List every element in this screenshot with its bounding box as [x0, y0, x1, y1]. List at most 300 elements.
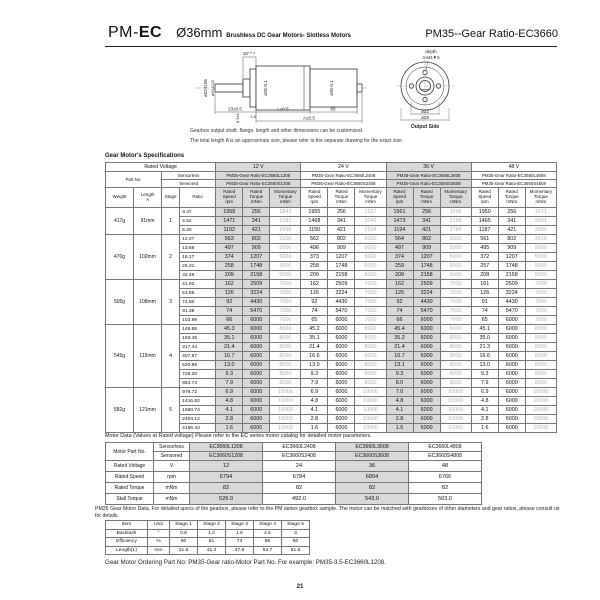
rated-torque-cell: 256	[498, 208, 525, 217]
rated-speed-cell: 126	[471, 289, 498, 298]
rated-speed-cell: 16.7	[216, 352, 243, 361]
dim-fv22: ø22	[421, 108, 429, 114]
technical-drawing	[95, 48, 515, 130]
rated-torque-cell: 6000	[498, 325, 525, 334]
rated-speed-cell: 126	[216, 289, 243, 298]
dim-18: 18⁺⁰·⁵	[242, 51, 256, 56]
rated-speed-cell: 4.8	[216, 397, 243, 406]
rated-torque-cell: 6000	[328, 406, 355, 415]
dim-fv28: ø28	[421, 114, 429, 120]
momentary-torque-cell: 2258	[440, 217, 471, 226]
momentary-torque-cell: 7000	[525, 316, 556, 325]
rated-speed-cell: 35.0	[471, 334, 498, 343]
ratio-cell: 2404.12	[180, 415, 216, 424]
stage-value-cell: 66	[254, 538, 282, 547]
table-row	[106, 494, 482, 505]
rated-torque-cell: 6000	[243, 316, 270, 325]
rated-torque-cell: 6000	[328, 352, 355, 361]
sensored-part-no: PM35-Gear Ratio-EC3660S1208	[216, 180, 301, 188]
drawing-note-2: The total length A is an approximate size, please refer to the separate drawing for the exact size.	[190, 138, 404, 144]
diameter-label: Ø36mm	[176, 25, 223, 40]
motor-value-cell: 82	[409, 483, 482, 494]
momentary-torque-cell: 8000	[440, 352, 471, 361]
momentary-torque-cell: 7000	[440, 289, 471, 298]
momentary-torque-cell: 4918	[525, 235, 556, 244]
momentary-torque-cell: 8000	[270, 343, 301, 352]
momentary-torque-cell: 1643	[270, 208, 301, 217]
stage-item-label: Length(L)	[106, 546, 148, 555]
stage-table-header: Stage 2	[198, 521, 226, 530]
rated-torque-cell: 421	[328, 226, 355, 235]
table-row	[106, 472, 482, 483]
momentary-torque-cell: 7000	[440, 298, 471, 307]
dim-60: 60	[330, 106, 336, 112]
rated-speed-cell: 35.1	[216, 334, 243, 343]
momentary-torque-cell: 8000	[525, 352, 556, 361]
momentary-torque-cell: 10000	[440, 415, 471, 424]
momentary-torque-cell: 8000	[270, 361, 301, 370]
momentary-torque-cell: 5000	[270, 235, 301, 244]
stage-value-cell: 81	[198, 538, 226, 547]
holes-label: 4-M4▼5	[422, 55, 440, 60]
momentary-torque-cell: 10000	[355, 415, 386, 424]
momentary-torque-cell: 7000	[525, 289, 556, 298]
rated-speed-cell: 66	[216, 316, 243, 325]
rated-speed-cell: 45.2	[301, 325, 328, 334]
momentary-torque-cell: 7000	[525, 307, 556, 316]
ratio-cell: 103.99	[180, 316, 216, 325]
rated-speed-cell: 2.8	[471, 415, 498, 424]
momentary-torque-cell: 10000	[270, 397, 301, 406]
rated-speed-cell: 65	[301, 316, 328, 325]
rated-torque-cell: 1207	[328, 253, 355, 262]
rated-speed-cell: 9.3	[301, 370, 328, 379]
motor-row-label: Stall Torque	[106, 494, 154, 505]
voltage-header: 12 V	[216, 163, 301, 172]
motor-row-unit: mNm	[154, 494, 190, 505]
rated-torque-cell: 802	[328, 235, 355, 244]
momentary-torque-cell: 10000	[355, 406, 386, 415]
rated-speed-cell: 495	[471, 244, 498, 253]
momentary-torque-cell: 5000	[440, 253, 471, 262]
rated-speed-cell: 7.9	[301, 379, 328, 388]
momentary-torque-cell: 7000	[355, 280, 386, 289]
rated-torque-cell: 6000	[413, 379, 440, 388]
table-row	[106, 452, 482, 461]
rated-torque-header: Rated Torque mNm	[243, 188, 270, 208]
spec-table	[105, 162, 557, 433]
rated-torque-cell: 341	[413, 217, 440, 226]
rated-torque-cell: 2509	[243, 280, 270, 289]
rated-speed-cell: 561	[471, 235, 498, 244]
momentary-torque-cell: 8000	[355, 325, 386, 334]
stage-value-cell: 54.7	[254, 546, 282, 555]
ratio-cell: 978.72	[180, 388, 216, 397]
rated-torque-cell: 6000	[328, 379, 355, 388]
rated-torque-cell: 6000	[498, 370, 525, 379]
rated-torque-cell: 6000	[413, 316, 440, 325]
rated-speed-cell: 2.8	[216, 415, 243, 424]
ratio-cell: 32.49	[180, 271, 216, 280]
rated-torque-cell: 909	[243, 244, 270, 253]
motor-part-no-sensored: EC3660S1208	[190, 452, 263, 461]
stage-item-label: Backlash	[106, 529, 148, 538]
stage-value-cell: 61.5	[282, 546, 310, 555]
momentary-torque-cell: 8000	[525, 361, 556, 370]
weight-cell: 545g	[106, 325, 134, 388]
rated-speed-cell: 7.0	[386, 388, 413, 397]
ratio-cell: 1416.82	[180, 397, 216, 406]
rated-torque-cell: 6000	[498, 424, 525, 433]
rated-torque-cell: 6000	[498, 361, 525, 370]
rated-torque-cell: 6000	[328, 361, 355, 370]
dim-od22: ø22-0.05	[203, 78, 208, 98]
page-number: 21	[296, 584, 304, 590]
rated-torque-cell: 3224	[498, 289, 525, 298]
length-cell: 91mm	[134, 208, 162, 235]
momentary-torque-cell: 5000	[525, 244, 556, 253]
rated-speed-cell: 45.1	[471, 325, 498, 334]
part-no-header: Part No.	[106, 172, 162, 188]
rated-torque-cell: 6000	[498, 415, 525, 424]
rated-torque-cell: 6000	[328, 334, 355, 343]
momentary-torque-cell: 8000	[270, 352, 301, 361]
rated-torque-cell: 256	[328, 208, 355, 217]
rated-speed-cell: 9.3	[471, 370, 498, 379]
motor-value-cell: 82	[263, 483, 336, 494]
motor-value-cell: 492.0	[263, 494, 336, 505]
stage-value-cell: 1.6	[226, 529, 254, 538]
rated-speed-cell: 8.0	[386, 379, 413, 388]
stage-cell: 3	[162, 280, 180, 325]
rated-speed-cell: 562	[301, 235, 328, 244]
motor-value-cell: 82	[336, 483, 409, 494]
rated-torque-cell: 3224	[413, 289, 440, 298]
rated-speed-cell: 259	[386, 262, 413, 271]
motor-row-label: Rated Voltage	[106, 461, 154, 472]
table-row	[106, 546, 310, 555]
motor-side-view	[215, 66, 362, 110]
momentary-torque-cell: 8000	[440, 361, 471, 370]
rated-torque-cell: 6000	[243, 388, 270, 397]
rated-speed-cell: 21.4	[216, 343, 243, 352]
motor-row-unit: V	[154, 461, 190, 472]
rated-torque-cell: 421	[413, 226, 440, 235]
rated-torque-cell: 421	[498, 226, 525, 235]
ratio-cell: 1660.74	[180, 406, 216, 415]
rated-speed-cell: 13.0	[471, 361, 498, 370]
motor-part-no-sensorless: EC3660L2408	[263, 443, 336, 452]
rated-speed-cell: 1468	[301, 217, 328, 226]
momentary-torque-cell: 1696	[440, 208, 471, 217]
momentary-torque-cell: 7000	[440, 316, 471, 325]
rated-speed-cell: 91	[471, 298, 498, 307]
ratio-cell: 13.68	[180, 244, 216, 253]
rated-speed-cell: 4.8	[386, 397, 413, 406]
stage-cell: 4	[162, 325, 180, 388]
motor-part-no-sensorless: EC3660L1208	[190, 443, 263, 452]
motor-data-table	[105, 442, 482, 505]
momentary-torque-cell: 7000	[355, 307, 386, 316]
rated-torque-cell: 6000	[243, 343, 270, 352]
rated-torque-cell: 6000	[413, 406, 440, 415]
stage-value-cell: 1.2	[198, 529, 226, 538]
momentary-torque-cell: 7000	[440, 307, 471, 316]
rated-torque-cell: 6000	[413, 415, 440, 424]
momentary-torque-cell: 5000	[355, 235, 386, 244]
momentary-torque-cell: 8000	[440, 379, 471, 388]
rated-speed-cell: 9.3	[386, 370, 413, 379]
stage-table-header: Stage 1	[170, 521, 198, 530]
ratio-cell: 3.47	[180, 208, 216, 217]
momentary-torque-cell: 5000	[270, 271, 301, 280]
rated-torque-cell: 6000	[413, 397, 440, 406]
stage-item-unit: mm	[148, 546, 170, 555]
motor-part-no-sensored: EC3660S4808	[409, 452, 482, 461]
rated-speed-cell: 1.6	[216, 424, 243, 433]
stage-table	[105, 520, 310, 555]
rated-speed-cell: 258	[301, 262, 328, 271]
rated-speed-cell: 21.4	[386, 343, 413, 352]
table-row	[106, 325, 557, 334]
table-row	[106, 483, 482, 494]
rated-speed-cell: 2.8	[386, 415, 413, 424]
rated-speed-cell: 126	[301, 289, 328, 298]
motor-value-cell: 24	[263, 461, 336, 472]
rated-speed-cell: 65	[471, 316, 498, 325]
rated-torque-cell: 256	[243, 208, 270, 217]
rated-speed-header: Rated Speed rpm	[386, 188, 413, 208]
stage-value-cell: 90	[170, 538, 198, 547]
rated-speed-cell: 1.6	[471, 424, 498, 433]
dim-23: 23±0.5	[228, 106, 242, 112]
rated-speed-cell: 564	[386, 235, 413, 244]
motor-row-label: Rated Torque	[106, 483, 154, 494]
rated-torque-cell: 4430	[328, 298, 355, 307]
motor-table-caption: Motor Data (Values at Rated voltage) Please refer to the EC series motor catalog for detailed motor parameters.	[105, 433, 372, 439]
rated-torque-cell: 1748	[243, 262, 270, 271]
ratio-cell: 149.85	[180, 325, 216, 334]
ratio-cell: 5.20	[180, 226, 216, 235]
rated-speed-cell: 258	[216, 262, 243, 271]
stage-value-cell: 41.4	[198, 546, 226, 555]
sensorless-part-no: PM35-Gear Ratio-EC3660L2408	[301, 172, 386, 180]
motor-value-cell: 6804	[336, 472, 409, 483]
stage-table-header: Unit	[148, 521, 170, 530]
stage-value-cell: 31.5	[170, 546, 198, 555]
rated-torque-cell: 6000	[243, 352, 270, 361]
momentary-torque-cell: 5000	[355, 271, 386, 280]
rated-speed-cell: 13.1	[386, 361, 413, 370]
weight-cell: 417g	[106, 208, 134, 235]
momentary-torque-cell: 8000	[355, 379, 386, 388]
rated-speed-header: Rated Speed rpm	[216, 188, 243, 208]
ratio-cell: 4.62	[180, 217, 216, 226]
rated-speed-cell: 1194	[386, 226, 413, 235]
rated-torque-cell: 341	[498, 217, 525, 226]
rated-speed-cell: 162	[216, 280, 243, 289]
rated-torque-cell: 1748	[413, 262, 440, 271]
rated-torque-cell: 6000	[243, 424, 270, 433]
stage-item-unit: %	[148, 538, 170, 547]
motor-row-unit: mNm	[154, 483, 190, 494]
rated-speed-cell: 374	[386, 253, 413, 262]
rated-speed-cell: 1150	[301, 226, 328, 235]
rated-speed-cell: 496	[301, 244, 328, 253]
momentary-torque-cell: 8000	[525, 370, 556, 379]
rated-speed-cell: 1465	[471, 217, 498, 226]
weight-cell: 470g	[106, 235, 134, 280]
rated-speed-cell: 4.1	[386, 406, 413, 415]
rated-speed-cell: 1192	[216, 226, 243, 235]
rated-torque-cell: 2509	[498, 280, 525, 289]
momentary-torque-cell: 8000	[525, 379, 556, 388]
rated-speed-cell: 209	[386, 271, 413, 280]
sensorless-header: Sensorless	[154, 443, 190, 452]
voltage-header: 48 V	[471, 163, 556, 172]
momentary-torque-cell: 2046	[355, 217, 386, 226]
momentary-torque-cell: 2786	[440, 226, 471, 235]
momentary-torque-header: Momentary Torque mNm	[355, 188, 386, 208]
sensorless-part-no: PM35-Gear Ratio-EC3660L1208	[216, 172, 301, 180]
momentary-torque-cell: 5000	[355, 262, 386, 271]
rated-torque-cell: 341	[243, 217, 270, 226]
motor-value-cell: 526.0	[190, 494, 263, 505]
momentary-torque-cell: 7000	[355, 298, 386, 307]
rated-torque-cell: 6000	[328, 415, 355, 424]
rated-speed-cell: 13.0	[301, 361, 328, 370]
table-row	[106, 235, 557, 244]
length-cell: 115mm	[134, 325, 162, 388]
rated-speed-cell: 497	[386, 244, 413, 253]
momentary-torque-cell: 10000	[270, 388, 301, 397]
rated-speed-cell: 1950	[471, 208, 498, 217]
ratio-cell: 854.74	[180, 379, 216, 388]
rated-speed-cell: 162	[301, 280, 328, 289]
rated-speed-cell: 1471	[216, 217, 243, 226]
stage-value-cell: 0.8	[170, 529, 198, 538]
sensorless-header: Sensorless	[162, 172, 216, 180]
momentary-torque-cell: 8000	[270, 379, 301, 388]
motor-row-label: Rated Speed	[106, 472, 154, 483]
rated-speed-cell: 92	[301, 298, 328, 307]
momentary-torque-cell: 8000	[525, 325, 556, 334]
momentary-torque-header: Momentary Torque mNm	[525, 188, 556, 208]
momentary-torque-cell: 5000	[270, 253, 301, 262]
rated-speed-cell: 4.8	[301, 397, 328, 406]
rated-torque-cell: 6000	[243, 379, 270, 388]
momentary-torque-cell: 10000	[270, 424, 301, 433]
rated-torque-cell: 6000	[413, 325, 440, 334]
rated-speed-cell: 372	[471, 253, 498, 262]
table-row	[106, 529, 310, 538]
ratio-cell: 74.80	[180, 298, 216, 307]
rated-torque-cell: 6000	[413, 361, 440, 370]
momentary-torque-cell: 5000	[525, 271, 556, 280]
momentary-torque-header: Momentary Torque mNm	[270, 188, 301, 208]
dim-L: L±0.5	[277, 106, 289, 112]
rated-speed-cell: 6.9	[471, 388, 498, 397]
rated-speed-cell: 66	[386, 316, 413, 325]
length-cell: 121mm	[134, 388, 162, 433]
ratio-cell: 12.07	[180, 235, 216, 244]
momentary-torque-cell: 10000	[525, 415, 556, 424]
rated-torque-cell: 6000	[413, 424, 440, 433]
rated-torque-cell: 6000	[498, 406, 525, 415]
rated-torque-cell: 6000	[243, 361, 270, 370]
motor-row-unit: rpm	[154, 472, 190, 483]
rated-torque-cell: 6000	[413, 370, 440, 379]
rated-speed-cell: 45.3	[216, 325, 243, 334]
stage-table-header: Stage 5	[282, 521, 310, 530]
momentary-torque-cell: 10000	[355, 424, 386, 433]
motor-value-cell: 48	[409, 461, 482, 472]
rated-torque-cell: 6000	[243, 397, 270, 406]
rated-torque-cell: 1207	[498, 253, 525, 262]
motor-value-cell: 6794	[190, 472, 263, 483]
rated-torque-cell: 4430	[498, 298, 525, 307]
rated-speed-cell: 1.6	[386, 424, 413, 433]
rated-torque-cell: 5470	[243, 307, 270, 316]
rated-torque-cell: 802	[413, 235, 440, 244]
depth-label: depth	[425, 49, 437, 54]
rated-torque-cell: 6000	[243, 415, 270, 424]
momentary-torque-cell: 8000	[270, 370, 301, 379]
pm35-note: PM35 Gear Motor Data, For detailed specs of the gearbox, please refer to the PM series gearbox sample. The motor can be matched with gearboxes of other diameters and gear ratios, please consult us for details.	[95, 506, 560, 520]
rated-speed-cell: 4.1	[301, 406, 328, 415]
rated-speed-cell: 1955	[301, 208, 328, 217]
table-row	[106, 280, 557, 289]
rated-torque-cell: 341	[328, 217, 355, 226]
momentary-torque-cell: 7000	[270, 298, 301, 307]
rated-speed-cell: 1187	[471, 226, 498, 235]
rated-speed-cell: 4.1	[216, 406, 243, 415]
motor-part-no-sensored: EC3660S2408	[263, 452, 336, 461]
rated-speed-cell: 161	[471, 280, 498, 289]
rated-torque-cell: 4430	[413, 298, 440, 307]
sensored-header: Sensored	[154, 452, 190, 461]
rated-torque-cell: 256	[413, 208, 440, 217]
ratio-cell: 407.87	[180, 352, 216, 361]
momentary-torque-cell: 8000	[270, 334, 301, 343]
ratio-cell: 317.44	[180, 343, 216, 352]
table-row	[106, 163, 557, 172]
table-row	[106, 172, 557, 180]
rated-torque-cell: 6000	[413, 352, 440, 361]
table-row	[106, 443, 482, 452]
momentary-torque-cell: 5000	[270, 262, 301, 271]
rated-torque-cell: 2158	[413, 271, 440, 280]
momentary-torque-cell: 5000	[355, 244, 386, 253]
motor-value-cell: 36	[336, 461, 409, 472]
rated-torque-cell: 802	[498, 235, 525, 244]
momentary-torque-cell: 7000	[525, 280, 556, 289]
rated-speed-cell: 2.8	[301, 415, 328, 424]
rated-torque-cell: 6000	[413, 334, 440, 343]
rated-torque-cell: 6000	[243, 334, 270, 343]
rated-torque-cell: 6000	[498, 316, 525, 325]
motor-part-no-sensored: EC3660S3608	[336, 452, 409, 461]
table-row	[106, 388, 557, 397]
rated-speed-cell: 92	[386, 298, 413, 307]
rated-speed-cell: 74	[301, 307, 328, 316]
rated-speed-header: Rated Speed rpm	[301, 188, 328, 208]
rated-speed-cell: 563	[216, 235, 243, 244]
momentary-torque-cell: 8000	[440, 343, 471, 352]
ratio-cell: 26.31	[180, 262, 216, 271]
ordering-note: Gear Motor Ordering Part No: PM35-Gear ratio-Motor Part No. For example: PM35-3.5-EC3660L1208.	[105, 559, 386, 566]
rated-speed-cell: 6.9	[216, 388, 243, 397]
